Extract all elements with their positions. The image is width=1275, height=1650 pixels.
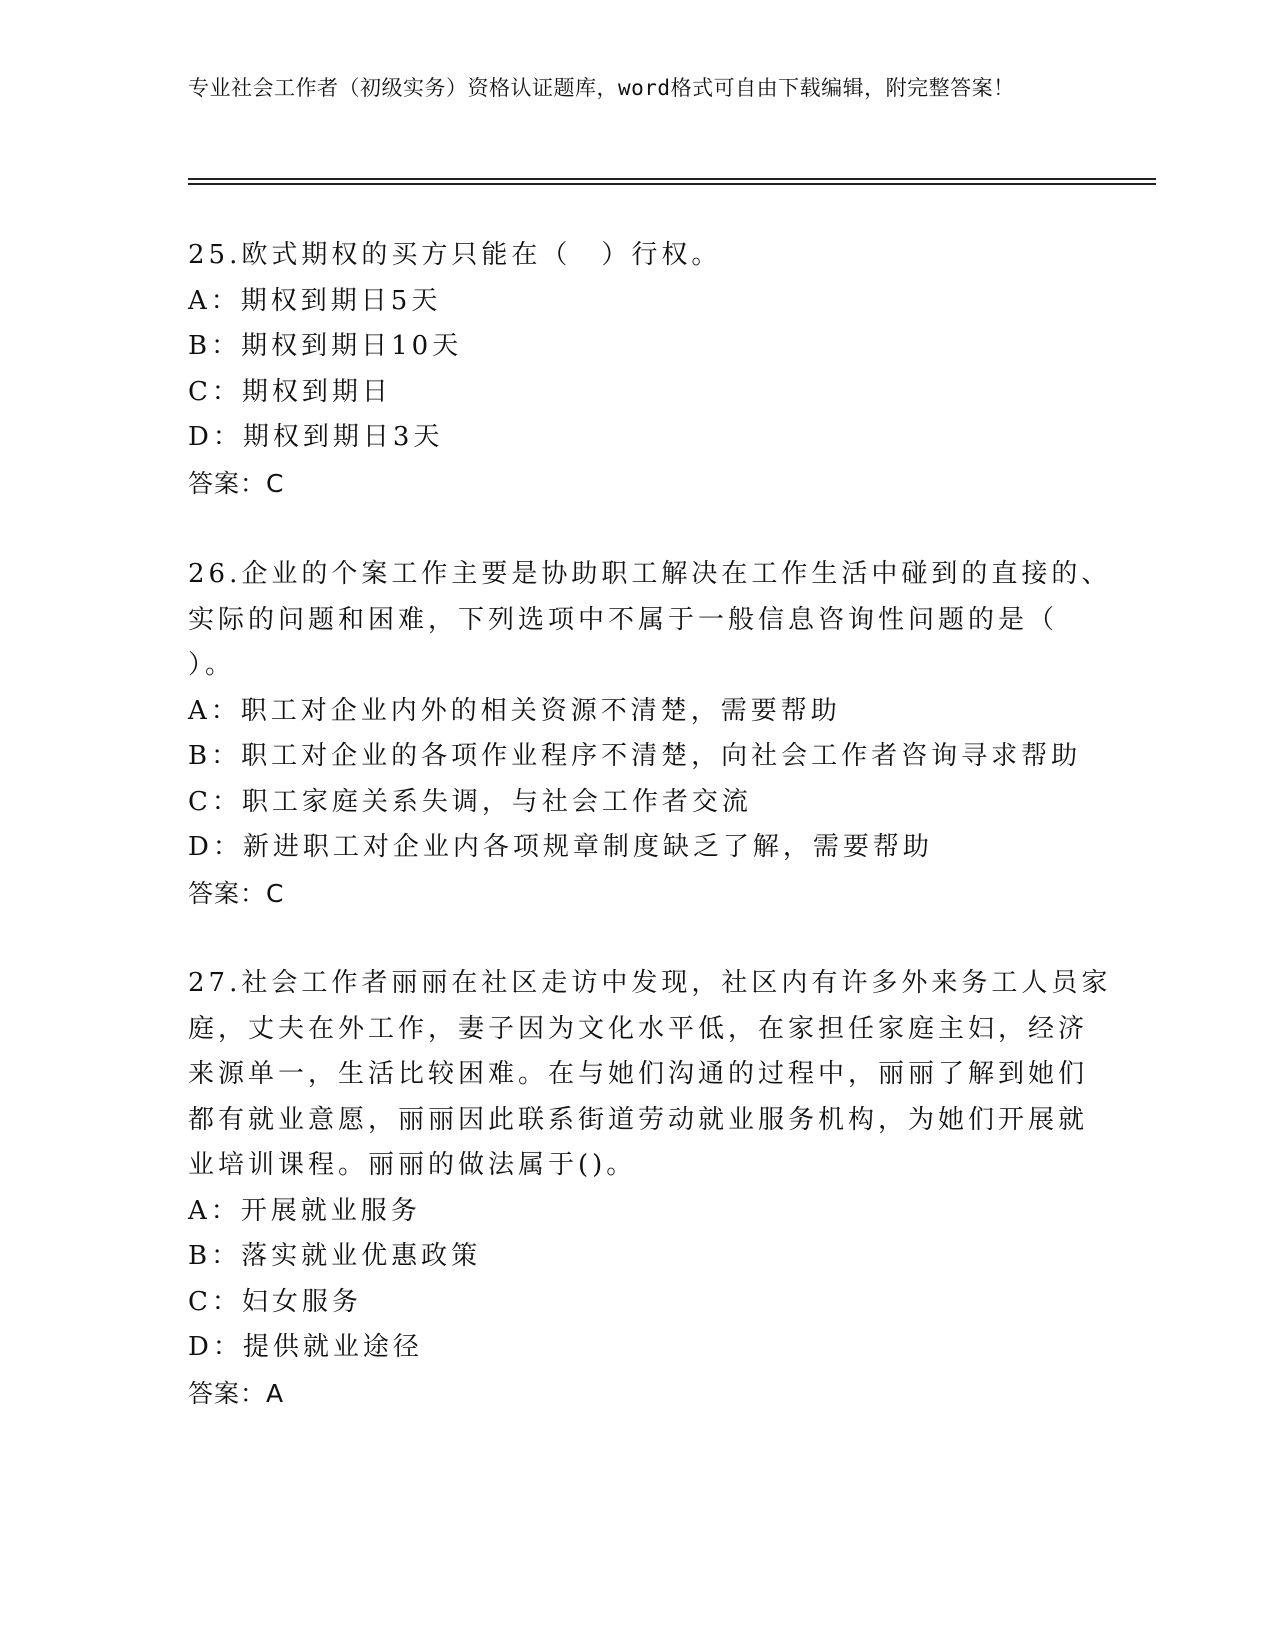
option-d: D：提供就业途径 <box>188 1332 423 1362</box>
question-stem: ）。 <box>188 650 236 680</box>
question-stem: 25.欧式期权的买方只能在（ ）行权。 <box>188 240 722 270</box>
option-c: C：妇女服务 <box>188 1286 362 1317</box>
option-d: D：新进职工对企业内各项规章制度缺乏了解，需要帮助 <box>188 832 933 862</box>
question-25 <box>188 233 1088 506</box>
option-a: A：期权到期日5天 <box>188 285 442 316</box>
question-stem: 来源单一，生活比较困难。在与她们沟通的过程中，丽丽了解到她们 <box>188 1059 1089 1089</box>
option-d: D：期权到期日3天 <box>188 422 444 452</box>
answer: 答案：C <box>188 878 285 908</box>
question-stem: 26.企业的个案工作主要是协助职工解决在工作生活中碰到的直接的、 <box>188 559 1112 589</box>
option-a: A：职工对企业内外的相关资源不清楚，需要帮助 <box>188 695 841 726</box>
question-27 <box>188 961 1112 1416</box>
question-stem: 27.社会工作者丽丽在社区走访中发现，社区内有许多外来务工人员家 <box>188 968 1112 998</box>
option-c: C：职工家庭关系失调，与社会工作者交流 <box>188 786 752 817</box>
question-stem: 都有就业意愿，丽丽因此联系街道劳动就业服务机构，为她们开展就 <box>188 1104 1089 1135</box>
option-b: B：职工对企业的各项作业程序不清楚，向社会工作者咨询寻求帮助 <box>188 741 1082 771</box>
answer: 答案：C <box>188 468 285 498</box>
answer: 答案：A <box>188 1378 285 1408</box>
question-stem: 实际的问题和困难，下列选项中不属于一般信息咨询性问题的是（ <box>188 604 1059 635</box>
question-stem: 庭，丈夫在外工作，妻子因为文化水平低，在家担任家庭主妇，经济 <box>188 1013 1089 1044</box>
option-c: C：期权到期日 <box>188 376 392 407</box>
header-rule-bottom <box>188 183 1156 185</box>
page-header: 专业社会工作者（初级实务）资格认证题库，word格式可自由下载编辑，附完整答案！ <box>188 76 1015 100</box>
option-b: B：期权到期日10天 <box>188 331 463 361</box>
header-rule-top <box>188 178 1156 180</box>
option-a: A：开展就业服务 <box>188 1195 421 1226</box>
question-stem: 业培训课程。丽丽的做法属于()。 <box>188 1150 637 1180</box>
option-b: B：落实就业优惠政策 <box>188 1241 482 1271</box>
question-26 <box>188 552 1112 916</box>
